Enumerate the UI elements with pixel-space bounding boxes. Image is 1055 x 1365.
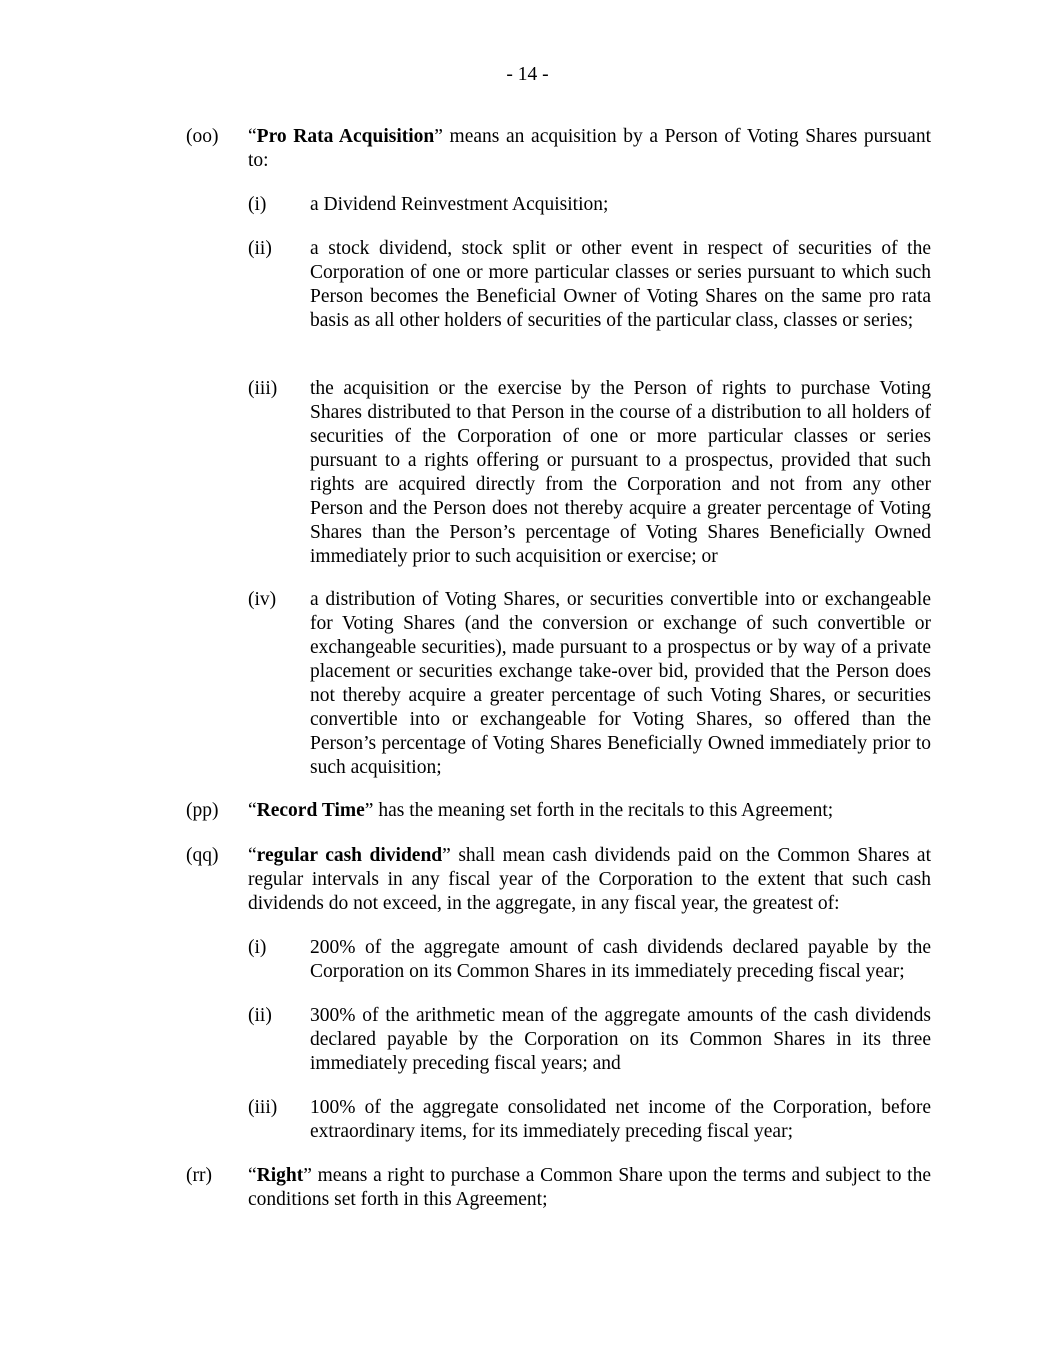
defined-term: Right: [256, 1165, 304, 1186]
subitem: [248, 588, 931, 780]
subitem-text: a Dividend Reinvestment Acquisition;: [310, 194, 609, 215]
defined-term: Record Time: [256, 800, 365, 821]
subitem-text: 200% of the aggregate amount of cash dividends declared payable by the Corporation on its Common Shares in its immediately preceding fiscal year;: [310, 937, 931, 982]
subitem: [248, 193, 931, 217]
subitem-label: (iv): [248, 589, 277, 610]
definition-regular-cash-dividend: (qq) “regular cash dividend” shall mean cash dividends paid on the Common Shares at regular intervals in any fiscal year of the Corporation to the extent that such cash dividends do not exceed, in the aggregate, in any fiscal year, the greatest of:: [186, 845, 932, 914]
definition-right: (rr) “Right” means a right to purchase a Common Share upon the terms and subject to the conditions set forth in this Agreement;: [186, 1165, 931, 1210]
definition-text: ” means a right to purchase a Common Share upon the terms and subject to the conditions set forth in this Agreement;: [248, 1165, 931, 1210]
subitem-label: (i): [248, 937, 267, 958]
subitem: [248, 237, 931, 333]
defined-term: regular cash dividend: [256, 845, 443, 866]
subitem-text: a distribution of Voting Shares, or securities convertible into or exchangeable for Voting Shares (and the conversion or exchange of such convertible or exchangeable securities), made pursuant to a prospectus or by way of a private placement or securities exchange take-over bid, provided that the Person does not thereby acquire a greater percentage of such Voting Shares, or securities convertible into or exchangeable for Voting Shares, so offered than the Person’s percentage of Voting Shares Beneficially Owned immediately prior to such acquisition;: [310, 589, 931, 778]
definition-text: ” shall mean cash dividends paid on the Common Shares at regular intervals in any fiscal year of the Corporation to the extent that such cash dividends do not exceed, in the aggregate, in any fiscal year, the greatest of:: [248, 845, 932, 914]
defined-term: Pro Rata Acquisition: [256, 126, 435, 147]
definition-text: ” has the meaning set forth in the recitals to this Agreement;: [364, 800, 834, 821]
subitem: [248, 936, 931, 984]
subitem: [248, 1004, 931, 1076]
definition-label: (rr): [186, 1165, 212, 1186]
subitem-text: 300% of the arithmetic mean of the aggregate amounts of the cash dividends declared payable by the Corporation on its Common Shares in its three immediately preceding fiscal years; and: [310, 1005, 931, 1074]
subitem-text: 100% of the aggregate consolidated net income of the Corporation, before extraordinary items, for its immediately preceding fiscal year;: [310, 1097, 931, 1142]
subitem-label: (iii): [248, 378, 278, 399]
definition-record-time: (pp) “Record Time” has the meaning set forth in the recitals to this Agreement;: [186, 800, 834, 821]
subitem-text: a stock dividend, stock split or other event in respect of securities of the Corporation of one or more particular classes or series pursuant to which such Person becomes the Beneficial Owner of Voting Shares on the same pro rata basis as all other holders of securities of the particular class, classes or series;: [310, 238, 931, 331]
subitem: [248, 1096, 931, 1144]
subitem-label: (ii): [248, 1005, 272, 1026]
subitem-label: (ii): [248, 238, 272, 259]
definition-pro-rata-acquisition: (oo) “Pro Rata Acquisition” means an acquisition by a Person of Voting Shares pursuant to:: [186, 126, 932, 171]
definition-label: (pp): [186, 800, 219, 821]
subitem-label: (i): [248, 194, 267, 215]
definition-label: (oo): [186, 126, 219, 147]
subitem: [248, 377, 931, 569]
subitem-label: (iii): [248, 1097, 278, 1118]
subitem-text: the acquisition or the exercise by the Person of rights to purchase Voting Shares distributed to that Person in the course of a distribution to all holders of securities of the Corporation of one or more particular classes or series pursuant to a rights offering or pursuant to a prospectus, provided that such rights are acquired directly from the Corporation and not from any other Person and the Person does not thereby acquire a greater percentage of Voting Shares than the Person’s percentage of Voting Shares Beneficially Owned immediately prior to such acquisition or exercise; or: [310, 378, 931, 567]
page-number: - 14 -: [506, 64, 549, 85]
definition-text: ” means an acquisition by a Person of Voting Shares pursuant to:: [248, 126, 932, 171]
definition-label: (qq): [186, 845, 219, 866]
